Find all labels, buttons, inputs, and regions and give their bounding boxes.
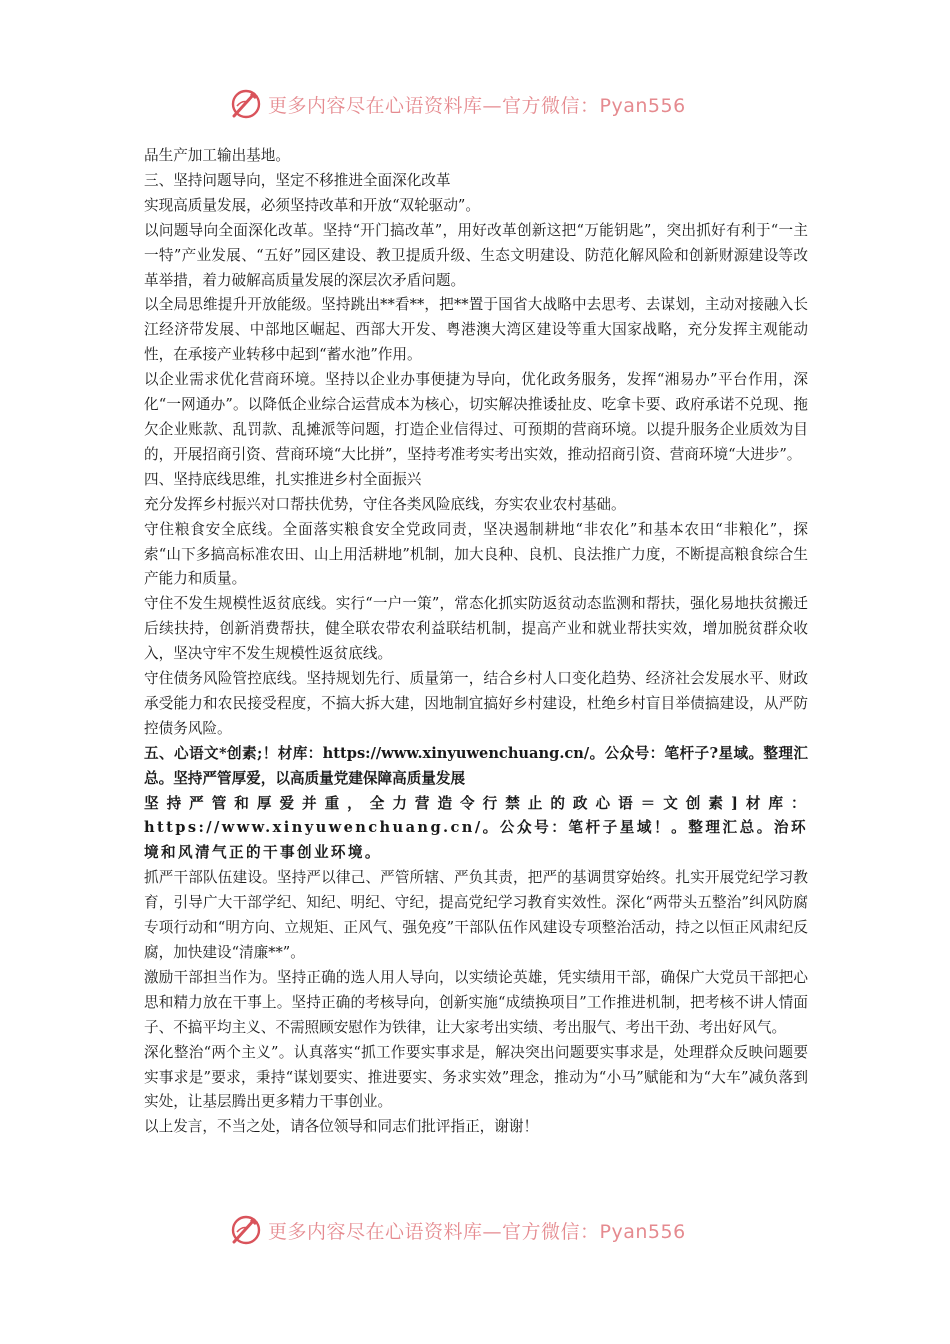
paragraph: 以全局思维提升开放能级。坚持跳出**看**，把**置于国省大战略中去思考、去谋划，主动对接融入长江经济带发展、中部地区崛起、西部大开发、粤港澳大湾区建设等重大国家战略，充分发挥主观能动性，在承接产业转移中起到“蓄水池”作用。 xyxy=(144,296,808,364)
paragraph: 守住债务风险管控底线。坚持规划先行、质量第一，结合乡村人口变化趋势、经济社会发展水平、财政承受能力和农民接受程度，不搞大拆大建，因地制宜搞好乡村建设，杜绝乡村盲目举债搞建设，从严防控债务风险。 xyxy=(144,670,808,737)
pen-logo-icon xyxy=(228,86,264,122)
paragraph: 深化整治“两个主义”。认真落实“抓工作要实事求是，解决突出问题要实事求是，处理群众反映问题要实事求是”要求，秉持“谋划要实、推进要实、务求实效”理念，推动为“小马”赋能和为“大车”减负落到实处，让基层腾出更多精力干事创业。 xyxy=(144,1043,808,1111)
section-heading: 三、坚持问题导向，坚定不移推进全面深化改革 xyxy=(144,171,451,189)
paragraph: 以企业需求优化营商环境。坚持以企业办事便捷为导向，优化政务服务，发挥“湘易办”平台作用，深化“一网通办”。以降低企业综合运营成本为核心，切实解决推诿扯皮、吃拿卡要、政府承诺不兑现、拖欠企业账款、乱罚款、乱摊派等问题，打造企业信得过、可预期的营商环境。以提升服务企业质效为目的，开展招商引资、营商环境“大比拼”，坚持考准考实考出实效，推动招商引资、营商环境“大进步”。 xyxy=(144,371,808,463)
paragraph: 激励干部担当作为。坚持正确的选人用人导向，以实绩论英雄，凭实绩用干部，确保广大党员干部把心思和精力放在干事上。坚持正确的考核导向，创新实施“成绩换项目”工作推进机制，把考核不讲人情面子、不搞平均主义、不需照顾安慰作为铁律，让大家考出实绩、考出服气、考出干劲、考出好风气。 xyxy=(144,968,808,1036)
banner-text: 更多内容尽在心语资料库—官方微信：Pyan556 xyxy=(268,94,686,117)
header-banner xyxy=(228,84,748,124)
paragraph: 以问题导向全面深化改革。坚持“开门搞改革”，用好改革创新这把“万能钥匙”，突出抓好有利于“一主一特”产业发展、“五好”园区建设、教卫提质升级、生态文明建设、防范化解风险和创新财源建设等改革举措，着力破解高质量发展的深层次矛盾问题。 xyxy=(144,221,808,289)
paragraph: 守住不发生规模性返贫底线。实行“一户一策”，常态化抓实防返贫动态监测和帮扶，强化易地扶贫搬迁后续扶持，创新消费帮扶，健全联农带农利益联结机制，提高产业和就业帮扶实效，增加脱贫群众收入，坚决守牢不发生规模性返贫底线。 xyxy=(144,595,808,663)
paragraph: 守住粮食安全底线。全面落实粮食安全党政同责，坚决遏制耕地“非农化”和基本农田“非粮化”，探索“山下多搞高标准农田、山上用活耕地”机制，加大良种、良机、良法推广力度，不断提高粮食综合生产能力和质量。 xyxy=(144,520,808,588)
paragraph: 实现高质量发展，必须坚持改革和开放“双轮驱动”。 xyxy=(144,196,480,214)
section-heading: 四、坚持底线思维，扎实推进乡村全面振兴 xyxy=(144,470,422,488)
footer-banner xyxy=(228,1210,748,1250)
closing-remark: 以上发言，不当之处，请各位领导和同志们批评指正，谢谢！ xyxy=(144,1118,539,1136)
paragraph: 品生产加工输出基地。 xyxy=(144,147,290,164)
bold-paragraph: 坚持严管和厚爱并重，全力营造令行禁止的政心语＝文创素]材库：https://www.xinyuwenchuang.cn/。公众号：笔杆子星域！。整理汇总。治环境和风清气正的干事创业环境。 xyxy=(144,794,808,862)
paragraph: 充分发挥乡村振兴对口帮扶优势，守住各类风险底线，夯实农业农村基础。 xyxy=(144,495,626,513)
section-heading-bold: 五、心语文*创素;！材库：https://www.xinyuwenchuang.cn/。公众号：笔杆子?星域。整理汇总。坚持严管厚爱，以高质量党建保障高质量发展 xyxy=(144,744,808,787)
document-body xyxy=(144,144,808,1140)
paragraph: 抓严干部队伍建设。坚持严以律己、严管所辖、严负其责，把严的基调贯穿始终。扎实开展党纪学习教育，引导广大干部学纪、知纪、明纪、守纪，提高党纪学习教育实效性。深化“两带头五整治”纠风防腐专项行动和“明方向、立规矩、正风气、强免疫”干部队伍作风建设专项整治活动，持之以恒正风肃纪反腐，加快建设“清廉**”。 xyxy=(144,869,808,961)
pen-logo-icon xyxy=(228,1212,264,1248)
banner-text: 更多内容尽在心语资料库—官方微信：Pyan556 xyxy=(268,1220,686,1243)
